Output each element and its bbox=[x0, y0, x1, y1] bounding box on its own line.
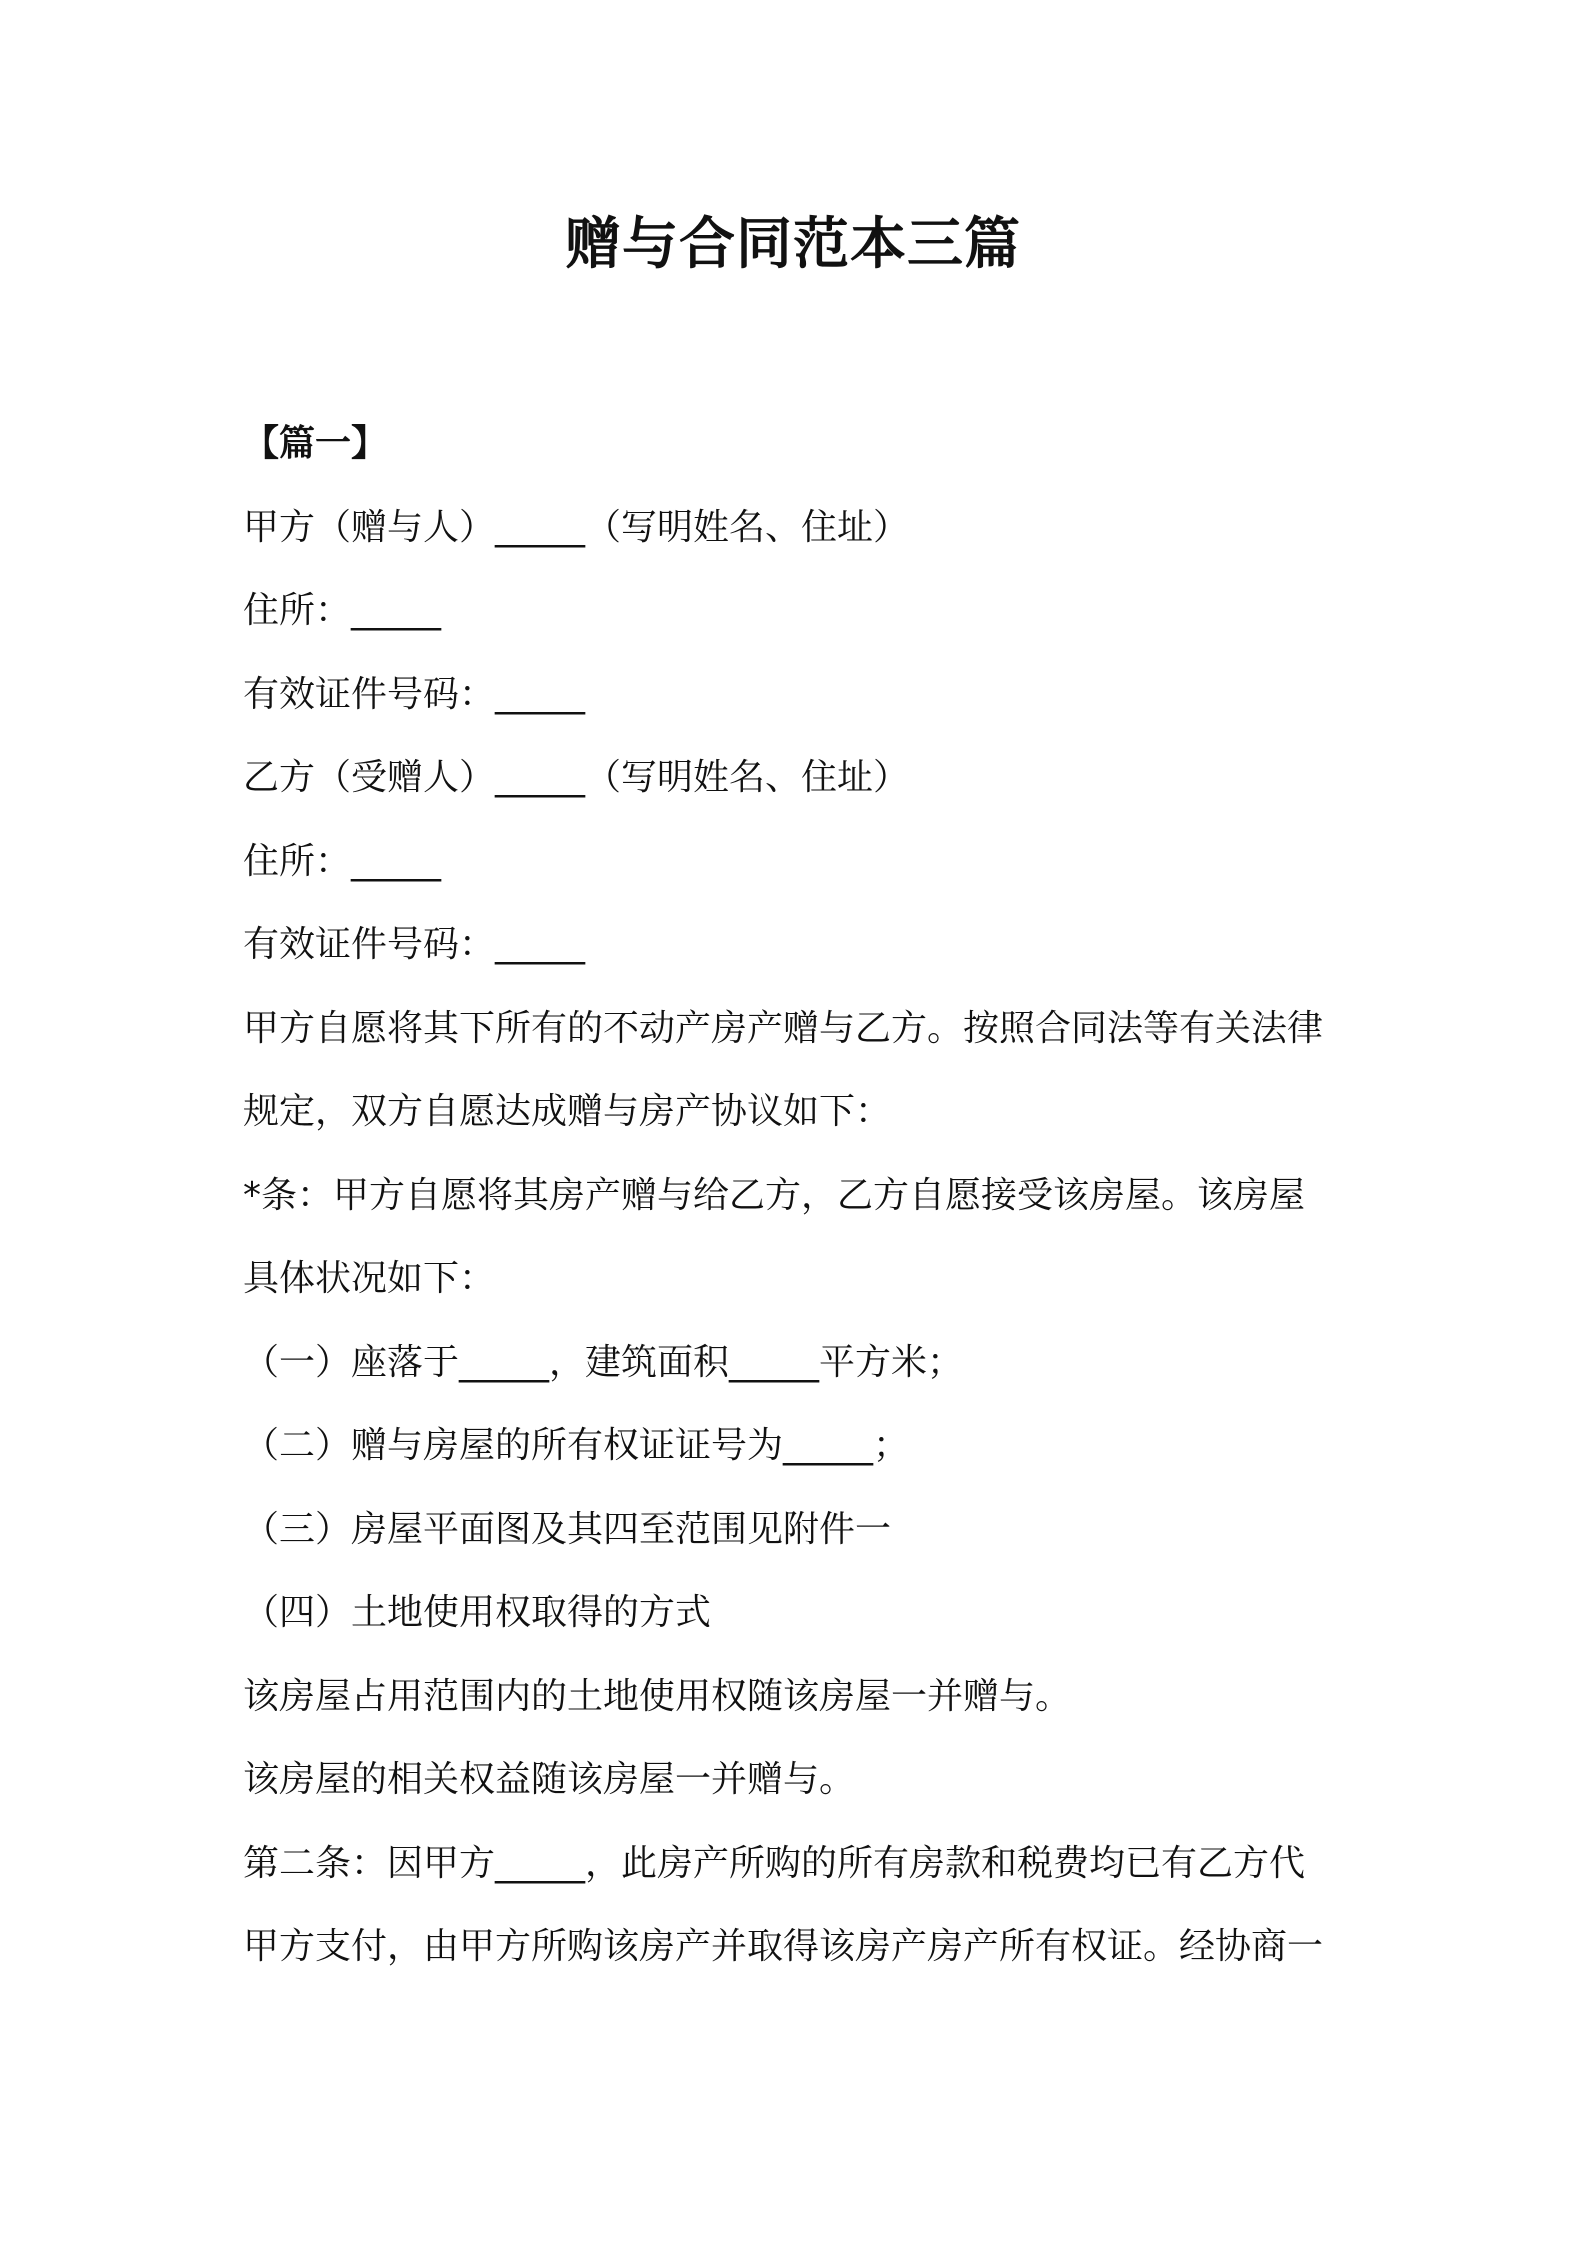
document-body bbox=[243, 402, 1363, 1989]
party-b-id-line: 有效证件号码：_____ bbox=[243, 924, 586, 965]
paragraph-line: 该房屋的相关权益随该房屋一并赠与。 bbox=[243, 1759, 856, 1800]
party-b-address-line: 住所：_____ bbox=[243, 840, 442, 882]
party-a-line: 甲方（赠与人）_____（写明姓名、住址） bbox=[243, 506, 910, 548]
sub-item-line: （一）座落于_____，建筑面积_____平方米； bbox=[243, 1341, 964, 1383]
party-a-id-line: 有效证件号码：_____ bbox=[243, 673, 586, 715]
paragraph-line: 规定，双方自愿达成赠与房产协议如下： bbox=[243, 1091, 892, 1132]
sub-item-line: （三）房屋平面图及其四至范围见附件一 bbox=[243, 1508, 892, 1550]
paragraph-line: 该房屋占用范围内的土地使用权随该房屋一并赠与。 bbox=[243, 1675, 1072, 1717]
party-b-line: 乙方（受赠人）_____（写明姓名、住址） bbox=[243, 757, 910, 798]
document-title: 赠与合同范本三篇 bbox=[565, 212, 1021, 277]
sub-item-line: （四）土地使用权取得的方式 bbox=[243, 1592, 712, 1633]
clause-line: 甲方支付，由甲方所购该房产并取得该房产房产所有权证。经协商一 bbox=[243, 1926, 1324, 1967]
clause-line: 具体状况如下： bbox=[243, 1258, 496, 1299]
sub-item-line: （二）赠与房屋的所有权证证号为_____； bbox=[243, 1425, 910, 1466]
clause-line: *条：甲方自愿将其房产赠与给乙方，乙方自愿接受该房屋。该房屋 bbox=[243, 1174, 1306, 1216]
paragraph-line: 甲方自愿将其下所有的不动产房产赠与乙方。按照合同法等有关法律 bbox=[243, 1007, 1324, 1049]
section-heading: 【篇一】 bbox=[243, 423, 388, 464]
clause-line: 第二条：因甲方_____，此房产所购的所有房款和税费均已有乙方代 bbox=[243, 1842, 1306, 1884]
party-a-address-line: 住所：_____ bbox=[243, 590, 442, 631]
